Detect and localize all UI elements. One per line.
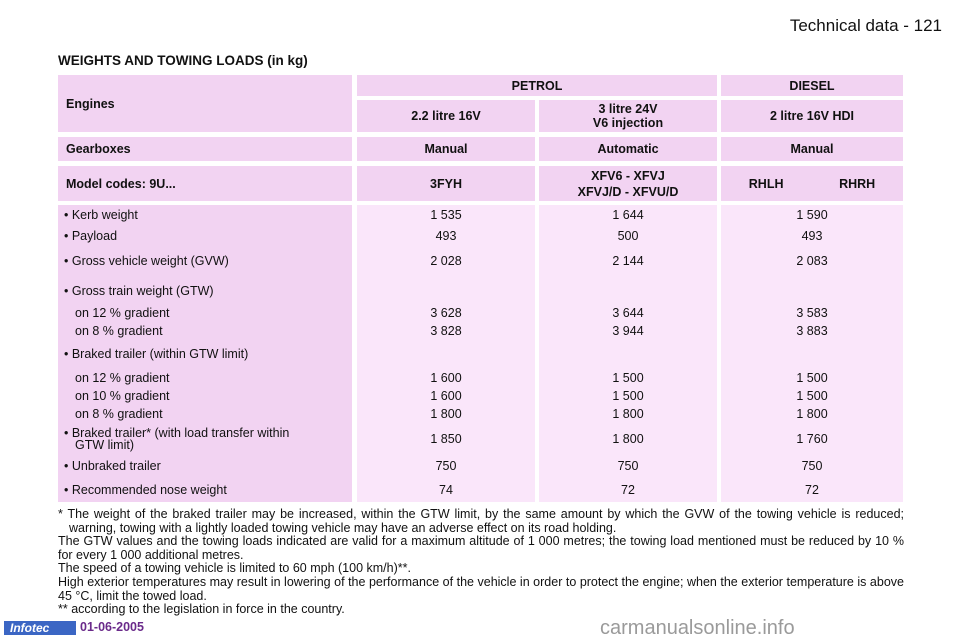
gearboxes-label-cell — [58, 137, 352, 161]
row-label: • Recommended nose weight — [64, 483, 227, 497]
data-column-1-bg — [357, 205, 535, 502]
edition-date: 01-06-2005 — [80, 620, 144, 634]
footnote-braked-trailer: * The weight of the braked trailer may be increased, within the GTW limit, by the same amount by which the GVW of the towing vehicle is reduced; warning, towing with a lightly loaded towing vehicle may have an adverse effect on its road holding. — [58, 507, 904, 535]
footnote-legislation: ** according to the legislation in force in the country. — [58, 602, 345, 616]
row-label: on 10 % gradient — [75, 389, 170, 403]
cell-value: 1 500 — [612, 371, 644, 385]
row-label: on 8 % gradient — [75, 407, 163, 421]
infotec-logo: Infotec — [4, 621, 76, 635]
data-column-2-bg — [539, 205, 717, 502]
gearbox-1-label: Manual — [424, 142, 468, 156]
cell-value: 2 144 — [612, 254, 644, 268]
model-3-cell — [721, 166, 903, 201]
cell-value: 72 — [805, 483, 819, 497]
gearbox-1-cell — [357, 137, 535, 161]
diesel-label: DIESEL — [789, 78, 835, 93]
gearbox-2-label: Automatic — [597, 142, 659, 156]
cell-value: 3 944 — [612, 324, 644, 338]
model-1-label: 3FYH — [430, 176, 462, 191]
cell-value: 1 600 — [430, 389, 462, 403]
engines-label-cell — [58, 75, 352, 132]
gearbox-3-label: Manual — [790, 142, 834, 156]
model-2-cell — [539, 166, 717, 201]
row-label: • Unbraked trailer — [64, 459, 161, 473]
cell-value: 1 800 — [612, 432, 644, 446]
row-label-continued: GTW limit) — [75, 438, 135, 452]
cell-value: 1 644 — [612, 208, 644, 222]
engine-1-label: 2.2 litre 16V — [411, 109, 481, 123]
cell-value: 72 — [621, 483, 635, 497]
engine-2-label-line2: V6 injection — [592, 116, 664, 130]
engine-3-header — [721, 100, 903, 132]
cell-value: 1 500 — [796, 389, 828, 403]
engine-1-header — [357, 100, 535, 132]
petrol-label: PETROL — [511, 78, 563, 93]
model-2-label-line2: XFVJ/D - XFVU/D — [577, 184, 679, 199]
row-label: • Kerb weight — [64, 208, 138, 222]
cell-value: 3 828 — [430, 324, 462, 338]
row-label: on 8 % gradient — [75, 324, 163, 338]
cell-value: 750 — [435, 459, 457, 473]
footnote-temperature: High exterior temperatures may result in lowering of the performance of the vehicle in order to protect the engine; when the exterior temperature is above 45 °C, limit the towed load. — [58, 575, 904, 603]
cell-value: 1 760 — [796, 432, 828, 446]
model-codes-label-cell — [58, 166, 352, 201]
cell-value: 3 583 — [796, 306, 828, 320]
cell-value: 1 800 — [430, 407, 462, 421]
cell-value: 750 — [801, 459, 823, 473]
row-label: • Braked trailer (within GTW limit) — [64, 347, 249, 361]
diesel-header — [721, 75, 903, 96]
cell-value: 1 500 — [612, 389, 644, 403]
model-2-label-line1: XFV6 - XFVJ — [591, 168, 665, 183]
model-3b-label: RHRH — [839, 176, 876, 191]
gearbox-3-cell — [721, 137, 903, 161]
cell-value: 3 883 — [796, 324, 828, 338]
cell-value: 74 — [439, 483, 453, 497]
cell-value: 2 083 — [796, 254, 828, 268]
footnote-altitude: The GTW values and the towing loads indicated are valid for a maximum altitude of 1 000 metres; the towing load mentioned must be reduced by 10 % for every 1 000 additional metres. — [58, 534, 904, 562]
watermark: carmanualsonline.info — [600, 617, 795, 639]
petrol-header — [357, 75, 717, 96]
row-label: on 12 % gradient — [75, 371, 170, 385]
row-label: • Braked trailer* (with load transfer within — [64, 426, 290, 440]
cell-value: 2 028 — [430, 254, 462, 268]
cell-value: 493 — [435, 229, 457, 243]
cell-value: 500 — [617, 229, 639, 243]
engine-3-label: 2 litre 16V HDI — [769, 109, 855, 123]
engines-label: Engines — [66, 96, 115, 111]
cell-value: 1 535 — [430, 208, 462, 222]
cell-value: 1 800 — [796, 407, 828, 421]
data-column-3-bg — [721, 205, 903, 502]
model-1-cell — [357, 166, 535, 201]
cell-value: 1 850 — [430, 432, 462, 446]
gearbox-2-cell — [539, 137, 717, 161]
model-3a-label: RHLH — [748, 176, 784, 191]
row-label: • Payload — [64, 229, 118, 243]
cell-value: 1 600 — [430, 371, 462, 385]
cell-value: 1 590 — [796, 208, 828, 222]
row-label: • Gross train weight (GTW) — [64, 284, 214, 298]
cell-value: 1 500 — [796, 371, 828, 385]
cell-value: 493 — [801, 229, 823, 243]
cell-value: 3 628 — [430, 306, 462, 320]
engine-2-label-line1: 3 litre 24V — [598, 102, 658, 116]
gearboxes-label: Gearboxes — [66, 142, 131, 156]
section-title: WEIGHTS AND TOWING LOADS (in kg) — [58, 53, 308, 68]
row-label: on 12 % gradient — [75, 306, 170, 320]
engine-2-header — [539, 100, 717, 132]
footnote-speed: The speed of a towing vehicle is limited to 60 mph (100 km/h)**. — [58, 561, 411, 575]
model-codes-label: Model codes: 9U... — [66, 176, 176, 191]
cell-value: 3 644 — [612, 306, 644, 320]
page-header: Technical data - 121 — [789, 16, 942, 35]
cell-value: 750 — [617, 459, 639, 473]
row-label: • Gross vehicle weight (GVW) — [64, 254, 229, 268]
cell-value: 1 800 — [612, 407, 644, 421]
